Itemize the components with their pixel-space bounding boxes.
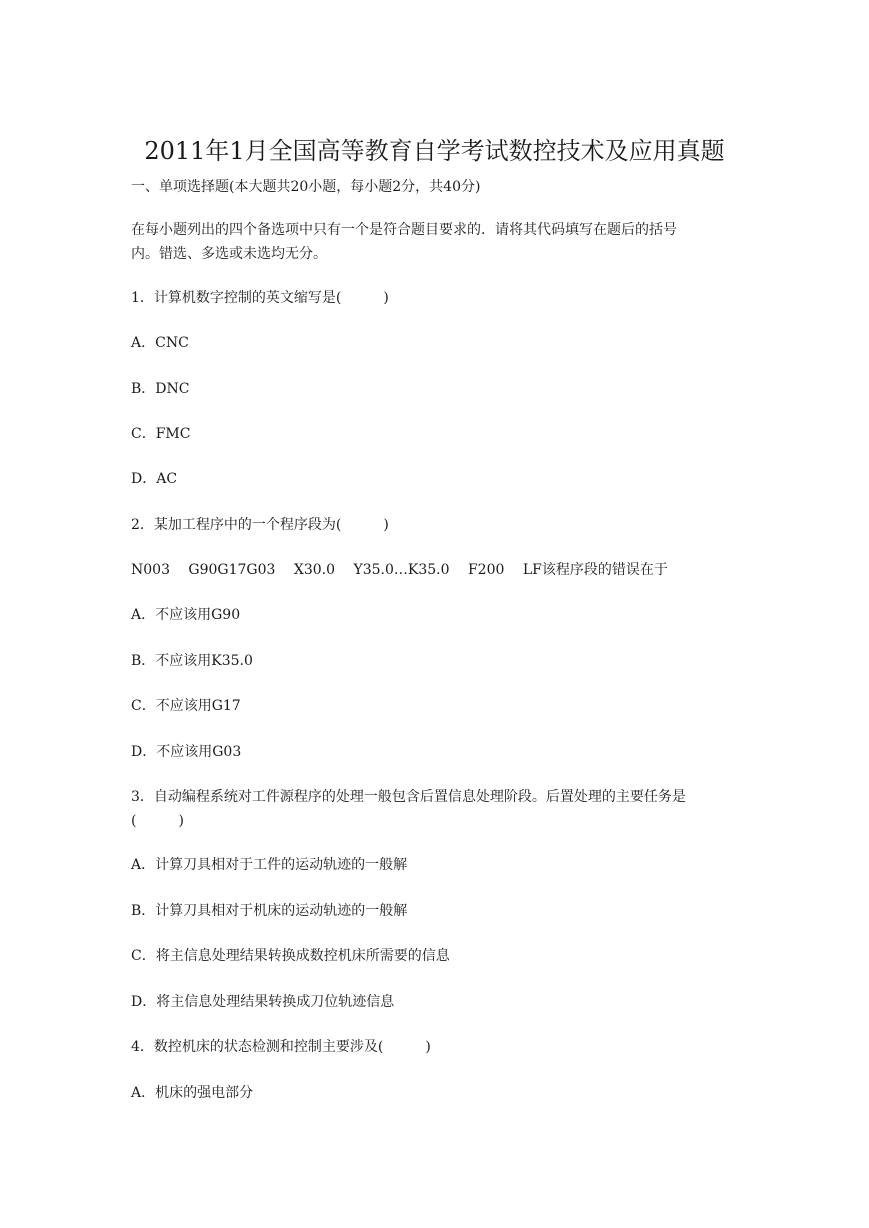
document-title: 2011年1月全国高等教育自学考试数控技术及应用真题 <box>144 137 725 165</box>
question-3-option-a: A．计算刀具相对于工件的运动轨迹的一般解 <box>131 857 408 873</box>
question-3-stem-line-2: ( ) <box>131 813 184 829</box>
question-2-stem: 2．某加工程序中的一个程序段为( ) <box>131 517 389 533</box>
question-1-option-c: C．FMC <box>131 426 191 442</box>
question-2-option-c: C．不应该用G17 <box>131 698 241 714</box>
question-1-stem: 1．计算机数字控制的英文缩写是( ) <box>131 290 389 306</box>
question-4-option-a: A．机床的强电部分 <box>131 1085 254 1101</box>
section-heading: 一、单项选择题(本大题共20小题，每小题2分，共40分) <box>131 179 481 195</box>
question-3-option-b: B．计算刀具相对于机床的运动轨迹的一般解 <box>131 903 408 919</box>
question-3-stem-line-1: 3．自动编程系统对工件源程序的处理一般包含后置信息处理阶段。后置处理的主要任务是 <box>131 789 686 805</box>
instructions-line-1: 在每小题列出的四个备选项中只有一个是符合题目要求的．请将其代码填写在题后的括号 <box>131 222 677 238</box>
question-3-option-c: C．将主信息处理结果转换成数控机床所需要的信息 <box>131 948 450 964</box>
question-4-stem: 4．数控机床的状态检测和控制主要涉及( ) <box>131 1039 431 1055</box>
question-1-option-b: B．DNC <box>131 381 190 397</box>
question-2-program-line: N003 G90G17G03 X30.0 Y35.0…K35.0 F200 LF该程序段的错误在于 <box>131 562 668 578</box>
question-2-option-d: D．不应该用G03 <box>131 744 242 760</box>
question-2-option-a: A．不应该用G90 <box>131 607 241 623</box>
question-1-option-a: A．CNC <box>131 335 189 351</box>
question-2-option-b: B．不应该用K35.0 <box>131 653 253 669</box>
question-3-option-d: D．将主信息处理结果转换成刀位轨迹信息 <box>131 994 395 1010</box>
instructions-line-2: 内。错选、多选或未选均无分。 <box>131 246 327 262</box>
question-1-option-d: D．AC <box>131 471 178 487</box>
